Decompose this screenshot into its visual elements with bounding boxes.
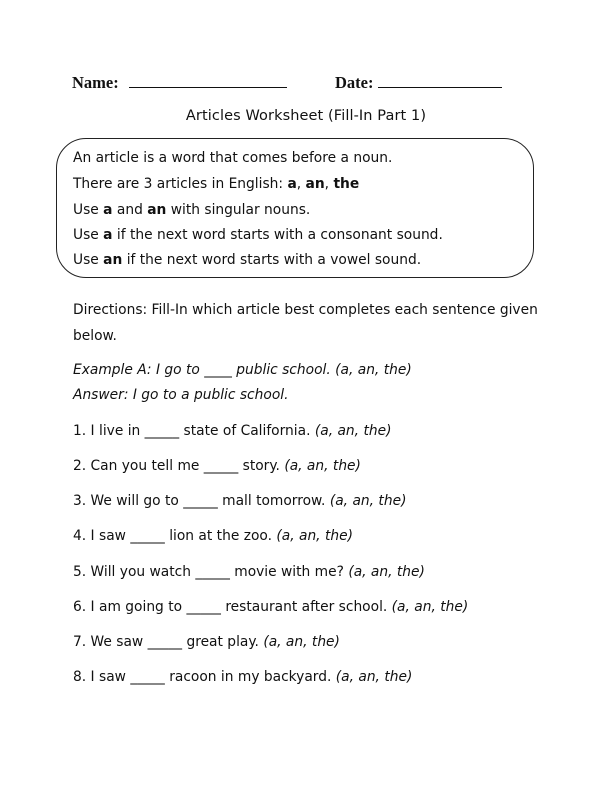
question-3[interactable]: [73, 493, 406, 509]
question-4[interactable]: [73, 528, 353, 544]
rule-line-5-an: an: [103, 252, 123, 268]
rule-line-2-text: There are 3 articles in English:: [73, 176, 288, 192]
rule-line-4-rest: if the next word starts with a consonant sound.: [112, 227, 443, 243]
question-3-options: (a, an, the): [329, 493, 407, 509]
question-7-text: 7. We saw _____ great play.: [73, 634, 264, 650]
name-label: Name:: [72, 73, 119, 92]
question-2-options: (a, an, the): [284, 458, 361, 474]
name-field[interactable]: [72, 73, 287, 93]
question-8[interactable]: [73, 669, 412, 685]
name-blank[interactable]: [129, 73, 287, 88]
question-8-options: (a, an, the): [335, 669, 413, 685]
article-a: a: [287, 176, 297, 192]
date-blank[interactable]: [378, 73, 502, 88]
rule-line-3-a: a: [103, 202, 113, 218]
rule-line-5-rest: if the next word starts with a vowel sound.: [122, 252, 422, 268]
question-7[interactable]: [73, 634, 340, 650]
article-the: the: [333, 176, 360, 192]
directions: Directions: Fill-In which article best completes each sentence given below.: [73, 302, 538, 344]
question-5-options: (a, an, the): [348, 564, 425, 580]
rule-line-5: [73, 252, 421, 268]
rule-line-3-rest: with singular nouns.: [166, 202, 311, 218]
rule-line-3-an: an: [147, 202, 167, 218]
rule-line-4-a: a: [103, 227, 113, 243]
rule-line-4: [73, 227, 443, 243]
article-an: an: [305, 176, 325, 192]
question-2-text: 2. Can you tell me _____ story.: [73, 458, 285, 474]
question-6[interactable]: [73, 599, 468, 615]
rule-line-1: [73, 150, 392, 166]
page-title: Articles Worksheet (Fill-In Part 1): [185, 108, 427, 124]
question-3-text: 3. We will go to _____ mall tomorrow.: [73, 493, 330, 509]
rule-line-3-use: Use: [73, 202, 104, 218]
rule-line-3-and: and: [112, 202, 148, 218]
date-label: Date:: [335, 73, 374, 92]
example-answer: Answer: I go to a public school.: [73, 387, 289, 403]
question-5[interactable]: [73, 564, 425, 580]
rule-line-3: [73, 202, 310, 218]
question-4-text: 4. I saw _____ lion at the zoo.: [73, 528, 277, 544]
rule-line-5-use: Use: [73, 252, 104, 268]
question-1-text: 1. I live in _____ state of California.: [73, 423, 315, 439]
question-6-text: 6. I am going to _____ restaurant after school.: [73, 599, 392, 615]
question-1-options: (a, an, the): [314, 423, 392, 439]
question-5-text: 5. Will you watch _____ movie with me?: [73, 564, 349, 580]
question-1[interactable]: [73, 423, 391, 439]
rule-line-1-text: An article is a word that comes before a noun.: [73, 150, 393, 166]
question-7-options: (a, an, the): [263, 634, 340, 650]
question-4-options: (a, an, the): [276, 528, 353, 544]
example-question: Example A: I go to ____ public school. (a, an, the): [73, 362, 412, 378]
question-2[interactable]: [73, 458, 361, 474]
rule-line-2: There are 3 articles in English: a, an, the: [73, 176, 360, 192]
question-6-options: (a, an, the): [391, 599, 469, 615]
rule-line-4-use: Use: [73, 227, 104, 243]
question-8-text: 8. I saw _____ racoon in my backyard.: [73, 669, 336, 685]
date-field[interactable]: [335, 73, 502, 93]
